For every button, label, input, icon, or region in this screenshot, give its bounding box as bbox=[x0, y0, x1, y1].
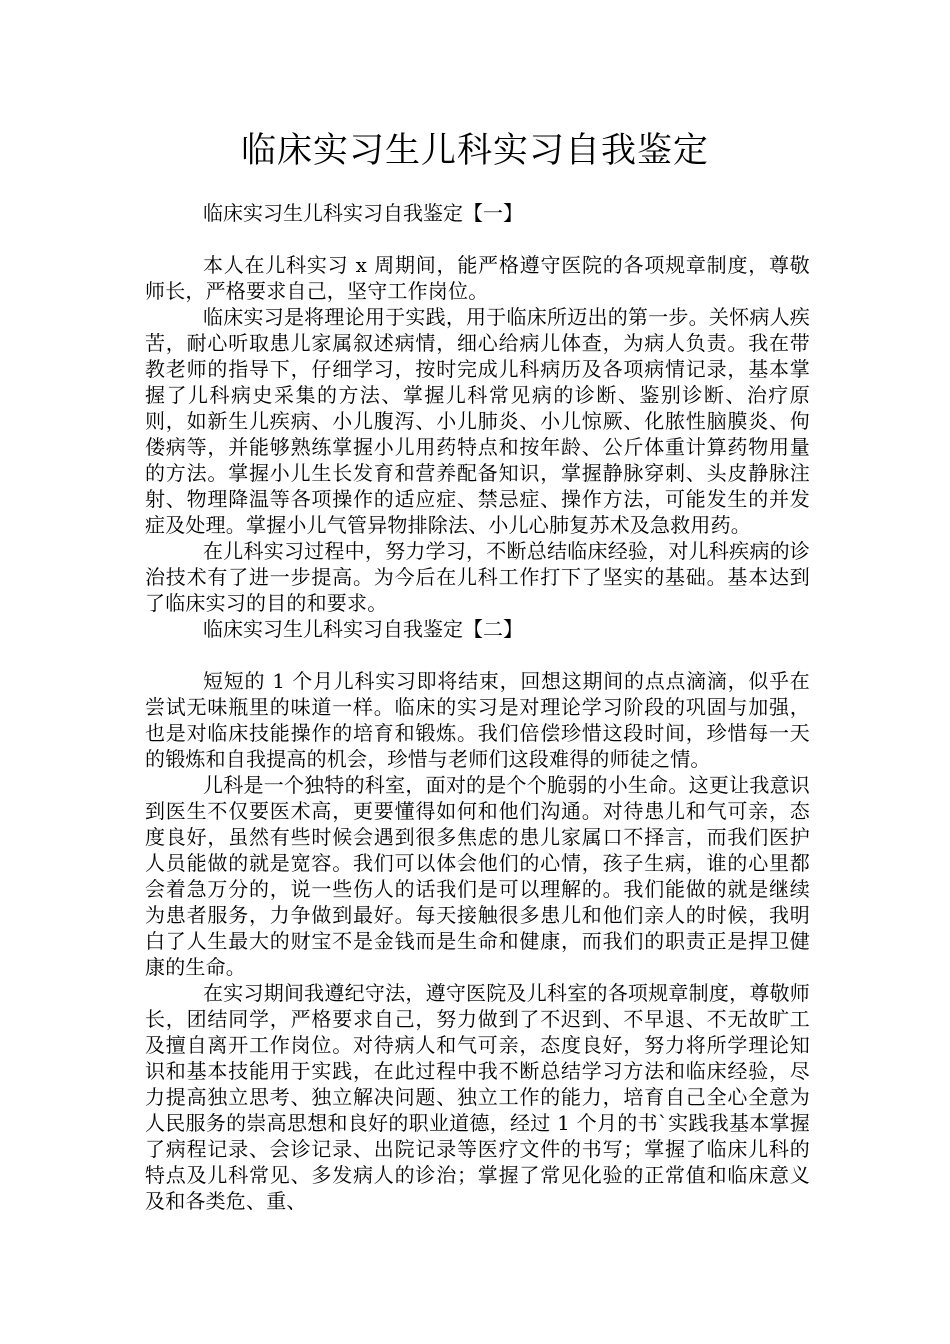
section-heading-2: 临床实习生儿科实习自我鉴定【二】 bbox=[203, 617, 523, 641]
blank-line bbox=[145, 226, 810, 252]
paragraph: 在儿科实习过程中，努力学习，不断总结临床经验，对儿科疾病的诊治技术有了进一步提高。为今后在儿科工作打下了坚实的基础。基本达到了临床实习的目的和要求。 bbox=[145, 539, 810, 615]
paragraph: 短短的 1 个月儿科实习即将结束，回想这期间的点点滴滴，似乎在尝试无味瓶里的味道一样。临床的实习是对理论学习阶段的巩固与加强，也是对临床技能操作的培育和锻炼。我们倍偿珍惜这段时间，珍惜每一天的锻炼和自我提高的机会，珍惜与老师们这段难得的师徒之情。 bbox=[145, 669, 810, 771]
section-heading-1: 临床实习生儿科实习自我鉴定【一】 bbox=[203, 201, 523, 225]
document-body bbox=[145, 200, 810, 1214]
blank-line bbox=[145, 642, 810, 668]
paragraph: 在实习期间我遵纪守法，遵守医院及儿科室的各项规章制度，尊敬师长，团结同学，严格要求自己，努力做到了不迟到、不早退、不无故旷工及擅自离开工作岗位。对待病人和气可亲，态度良好，努力将所学理论知识和基本技能用于实践，在此过程中我不断总结学习方法和临床经验，尽力提高独立思考、独立解决问题、独立工作的能力，培育自己全心全意为人民服务的崇高思想和良好的职业道德，经过 1 个月的书`实践我基本掌握了病程记录、会诊记录、出院记录等医疗文件的书写；掌握了临床儿科的特点及儿科常见、多发病人的诊治；掌握了常见化验的正常值和临床意义及和各类危、重、 bbox=[145, 981, 810, 1213]
document-title: 临床实习生儿科实习自我鉴定 bbox=[240, 131, 709, 171]
paragraph: 临床实习是将理论用于实践，用于临床所迈出的第一步。关怀病人疾苦，耐心听取患儿家属叙述病情，细心给病儿体查，为病人负责。我在带教老师的指导下，仔细学习，按时完成儿科病历及各项病情记录，基本掌握了儿科病史采集的方法、掌握儿科常见病的诊断、鉴别诊断、治疗原则，如新生儿疾病、小儿腹泻、小儿肺炎、小儿惊厥、化脓性脑膜炎、佝偻病等，并能够熟练掌握小儿用药特点和按年龄、公斤体重计算药物用量的方法。掌握小儿生长发育和营养配备知识，掌握静脉穿刺、头皮静脉注射、物理降温等各项操作的适应症、禁忌症、操作方法，可能发生的并发症及处理。掌握小儿气管异物排除法、小儿心肺复苏术及急救用药。 bbox=[145, 305, 810, 537]
paragraph: 本人在儿科实习 x 周期间，能严格遵守医院的各项规章制度，尊敬师长，严格要求自己，坚守工作岗位。 bbox=[145, 253, 810, 303]
paragraph: 儿科是一个独特的科室，面对的是个个脆弱的小生命。这更让我意识到医生不仅要医术高，更要懂得如何和他们沟通。对待患儿和气可亲，态度良好，虽然有些时候会遇到很多焦虑的患儿家属口不择言，而我们医护人员能做的就是宽容。我们可以体会他们的心情，孩子生病，谁的心里都会着急万分的，说一些伤人的话我们是可以理解的。我们能做的就是继续为患者服务，力争做到最好。每天接触很多患儿和他们亲人的时候，我明白了人生最大的财宝不是金钱而是生命和健康，而我们的职责正是捍卫健康的生命。 bbox=[145, 773, 810, 979]
